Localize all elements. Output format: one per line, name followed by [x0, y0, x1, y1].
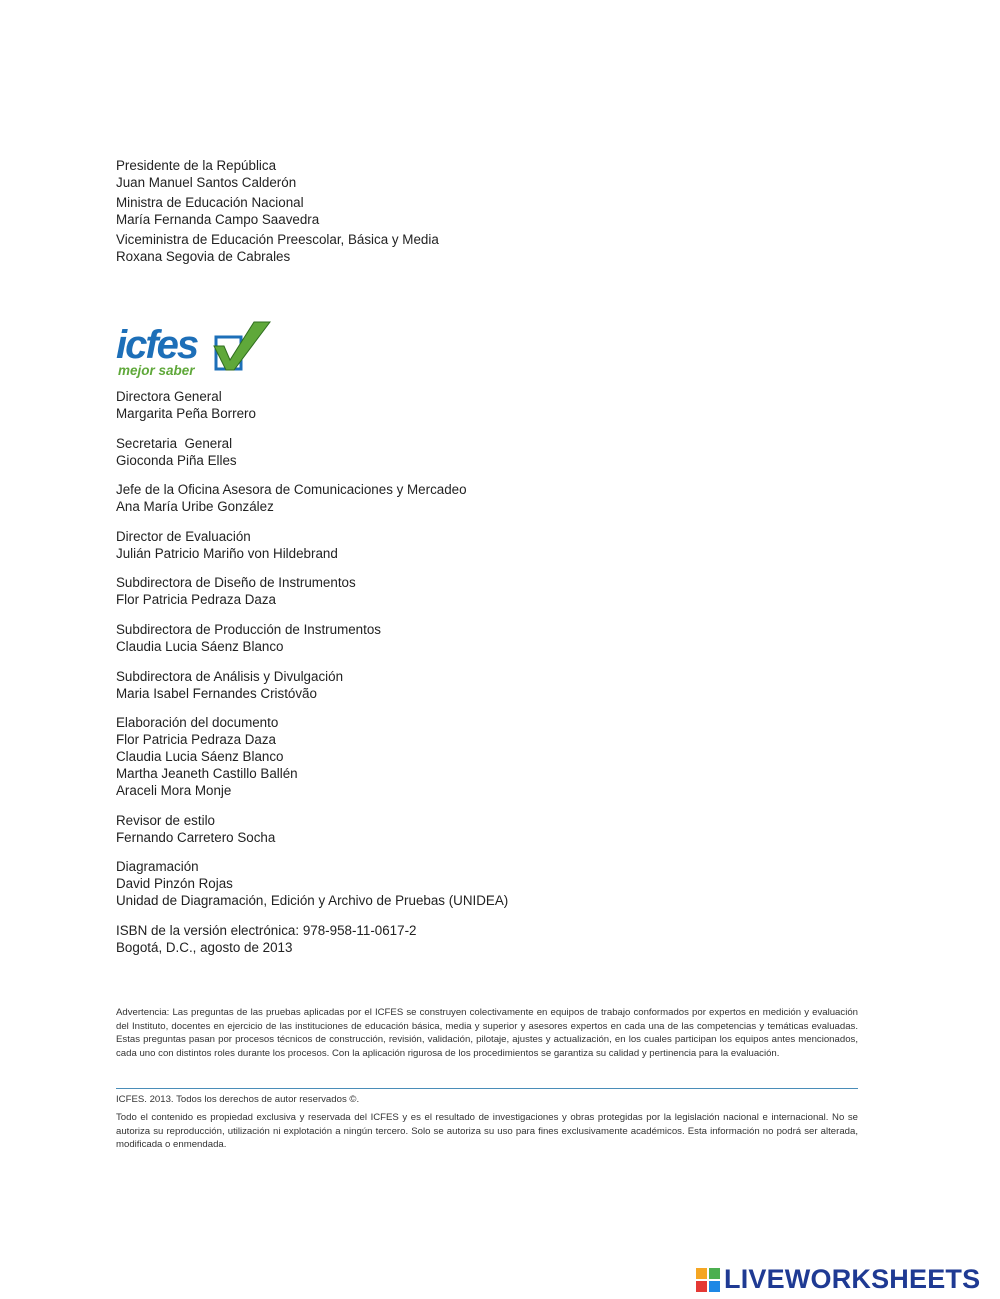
credit-name: Roxana Segovia de Cabrales — [116, 249, 291, 264]
credit-block — [116, 194, 736, 228]
credit-role: Subdirectora de Análisis y Divulgación — [116, 668, 344, 684]
legal-paragraph: Todo el contenido es propiedad exclusiva y reservada del ICFES y es el resultado de investigaciones y obras protegidas por la legislación nacional e internacional. No se autoriza su reproducción, utilización ni explotación a ningún tercero. Solo se autoriza su uso para fines exclusivamente académicos. Esta información no podrá ser alterada, modificada o enmendada. — [116, 1112, 858, 1150]
liveworksheets-watermark — [696, 1264, 980, 1295]
credit-role: Viceministra de Educación Preescolar, Básica y Media — [116, 232, 439, 247]
credit-role: Secretaria General — [116, 435, 233, 451]
credit-block — [116, 435, 736, 469]
credit-block — [116, 388, 736, 422]
credit-block — [116, 858, 736, 909]
credit-role: Subdirectora de Diseño de Instrumentos — [116, 575, 356, 591]
credit-role: Revisor de estilo — [116, 812, 215, 828]
credit-name: David Pinzón Rojas — [116, 876, 233, 892]
credit-role: Director de Evaluación — [116, 528, 251, 544]
credit-name: Unidad de Diagramación, Edición y Archivo de Pruebas (UNIDEA) — [116, 893, 509, 909]
isbn-block — [116, 922, 736, 956]
icfes-logo — [116, 320, 274, 378]
credit-block — [116, 812, 736, 846]
credits-column — [116, 157, 736, 969]
credit-name: Claudia Lucia Sáenz Blanco — [116, 638, 284, 654]
credit-role: Elaboración del documento — [116, 715, 279, 731]
credit-block — [116, 574, 736, 608]
credit-block — [116, 714, 736, 799]
warning-paragraph: Advertencia: Las preguntas de las pruebas aplicadas por el ICFES se construyen colectivamente en equipos de trabajo conformados por expertos en medición y evaluación del Instituto, docentes en ejercicio de las instituciones de educación básica, media y superior y asesores expertos en cada una de las competencias y temáticas evaluadas. Estas preguntas pasan por procesos técnicos de construcción, revisión, validación, pilotaje, ajustes y actualización, en los cuales participan los equipos antes mencionados, cada uno con distintos roles durante los procesos. Con la aplicación rigurosa de los procedimientos se garantiza su calidad y pertinencia para la evaluación. — [116, 1007, 858, 1059]
credit-role: Ministra de Educación Nacional — [116, 195, 304, 210]
credit-name: Flor Patricia Pedraza Daza — [116, 592, 277, 608]
credit-name: Araceli Mora Monje — [116, 783, 232, 799]
credit-name: María Fernanda Campo Saavedra — [116, 212, 320, 227]
credit-block — [116, 231, 736, 265]
credit-block — [116, 481, 736, 515]
liveworksheets-logo-icon — [696, 1266, 722, 1294]
credit-name: Flor Patricia Pedraza Daza — [116, 732, 277, 748]
isbn-line: ISBN de la versión electrónica: 978-958-11-0617-2 — [116, 922, 417, 938]
liveworksheets-text: LIVEWORKSHEETS — [724, 1264, 981, 1294]
credit-role: Diagramación — [116, 859, 199, 875]
credit-name: Maria Isabel Fernandes Cristóvão — [116, 685, 317, 701]
credit-block — [116, 668, 736, 702]
logo-tagline: mejor saber — [118, 363, 195, 378]
credit-role: Presidente de la República — [116, 158, 277, 173]
credit-name: Martha Jeaneth Castillo Ballén — [116, 766, 298, 782]
credit-block — [116, 528, 736, 562]
credit-block — [116, 621, 736, 655]
credit-name: Fernando Carretero Socha — [116, 829, 276, 845]
credit-name: Julián Patricio Mariño von Hildebrand — [116, 545, 338, 561]
credit-name: Gioconda Piña Elles — [116, 452, 237, 468]
place-date-line: Bogotá, D.C., agosto de 2013 — [116, 939, 293, 955]
credit-name: Margarita Peña Borrero — [116, 406, 256, 421]
credit-name: Juan Manuel Santos Calderón — [116, 175, 297, 190]
credit-block — [116, 157, 736, 191]
credit-name: Claudia Lucia Sáenz Blanco — [116, 749, 284, 765]
divider — [116, 1088, 858, 1089]
credit-role: Jefe de la Oficina Asesora de Comunicaciones y Mercadeo — [116, 482, 467, 498]
logo-main-text: icfes — [116, 323, 198, 367]
copyright-line: ICFES. 2013. Todos los derechos de autor reservados ©. — [116, 1094, 360, 1105]
credit-role: Directora General — [116, 389, 222, 404]
credit-name: Ana María Uribe González — [116, 499, 274, 515]
credit-role: Subdirectora de Producción de Instrumentos — [116, 621, 381, 637]
